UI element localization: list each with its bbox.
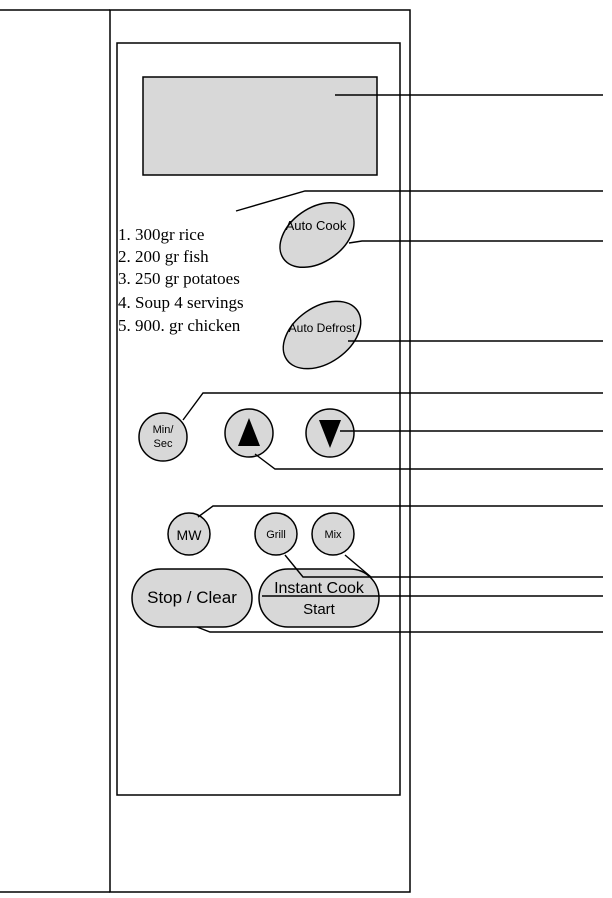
mw-label: MW: [176, 527, 202, 543]
auto-defrost-label: Auto Defrost: [288, 321, 356, 335]
min-sec-label-line2: Sec: [153, 438, 173, 450]
instant-cook-label: Instant Cook: [274, 580, 364, 597]
auto-cook-label: Auto Cook: [285, 218, 347, 233]
menu-item-1: 1. 300gr rice: [118, 225, 205, 244]
mix-button[interactable]: [312, 513, 354, 555]
grill-button[interactable]: [255, 513, 297, 555]
down-button[interactable]: [306, 409, 354, 457]
stop-clear-button[interactable]: [132, 569, 252, 627]
auto-cook-button[interactable]: [268, 189, 366, 280]
leader-line-up: [255, 454, 603, 469]
min-sec-label-line1: Min/: [152, 424, 174, 436]
display-screen: [143, 77, 377, 175]
grill-label: Grill: [266, 529, 286, 541]
menu-item-4: 4. Soup 4 servings: [118, 293, 244, 312]
min-sec-button[interactable]: [139, 413, 187, 461]
leader-line-auto-cook: [349, 241, 603, 243]
mw-button[interactable]: [168, 513, 210, 555]
mix-label: Mix: [324, 529, 342, 541]
leader-line-menu: [236, 191, 603, 211]
start-label: Start: [303, 601, 335, 618]
auto-defrost-button[interactable]: [271, 287, 374, 382]
stop-clear-label: Stop / Clear: [147, 588, 237, 607]
menu-item-2: 2. 200 gr fish: [118, 247, 209, 266]
menu-item-5: 5. 900. gr chicken: [118, 316, 241, 335]
up-button[interactable]: [225, 409, 273, 457]
auto-cook-menu: [118, 225, 244, 335]
menu-item-3: 3. 250 gr potatoes: [118, 269, 240, 288]
